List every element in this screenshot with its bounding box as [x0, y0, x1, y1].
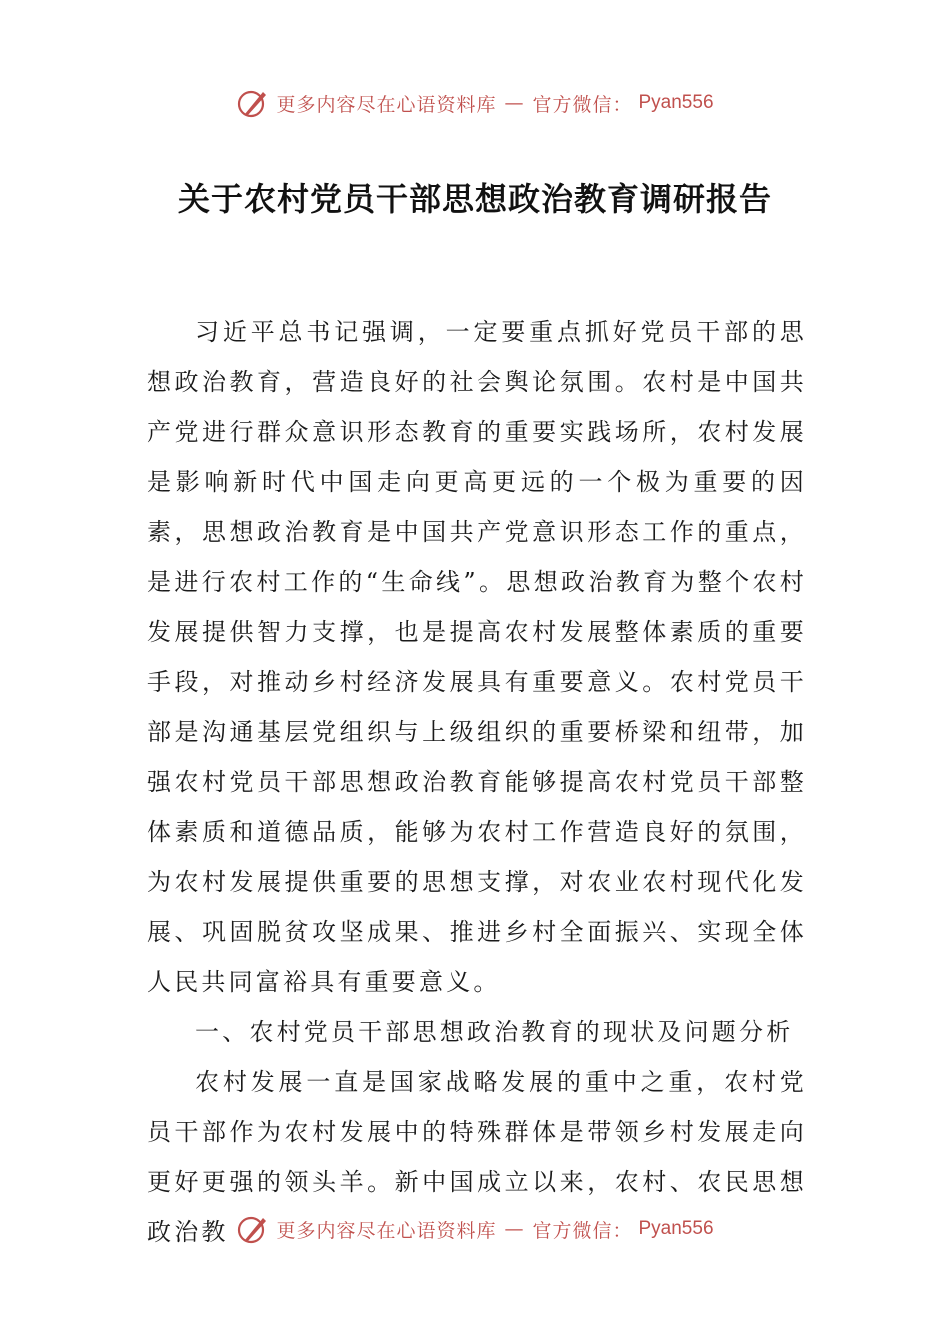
body-paragraph-intro: 习近平总书记强调，一定要重点抓好党员干部的思想政治教育，营造良好的社会舆论氛围。农村是中国共产党进行群众意识形态教育的重要实践场所，农村发展是影响新时代中国走向更高更远的一个极为重要的因素，思想政治教育是中国共产党意识形态工作的重点，是进行农村工作的“生命线”。思想政治教育为整个农村发展提供智力支撑，也是提高农村发展整体素质的重要手段，对推动乡村经济发展具有重要意义。农村党员干部是沟通基层党组织与上级组织的重要桥梁和纽带，加强农村党员干部思想政治教育能够提高农村党员干部整体素质和道德品质，能够为农村工作营造良好的氛围，为农村发展提供重要的思想支撑，对农业农村现代化发展、巩固脱贫攻坚成果、推进乡村全面振兴、实现全体人民共同富裕具有重要意义。: [147, 318, 807, 996]
watermark-dash: —: [504, 92, 525, 114]
watermark-contact-label: 官方微信：: [532, 93, 633, 116]
quill-pen-icon: [236, 1212, 270, 1246]
document-body: [147, 307, 807, 1257]
document-title: 关于农村党员干部思想政治教育调研报告: [177, 180, 772, 218]
section-heading-1: 一、农村党员干部思想政治教育的现状及问题分析: [195, 1018, 794, 1046]
watermark-dash: —: [504, 1218, 525, 1240]
watermark-brand: 更多内容尽在心语资料库: [276, 93, 497, 116]
watermark-contact-label: 官方微信：: [532, 1219, 633, 1242]
footer-watermark: [0, 1212, 950, 1246]
quill-pen-icon: [236, 86, 270, 120]
body-paragraph-section-1: 农村发展一直是国家战略发展的重中之重，农村党员干部作为农村发展中的特殊群体是带领乡村发展走向更好更强的领头羊。新中国成立以来，农村、农民思想政治教: [147, 1068, 807, 1246]
watermark-brand: 更多内容尽在心语资料库: [276, 1219, 497, 1242]
header-watermark: [0, 86, 950, 120]
watermark-contact-id: Pyan556: [638, 92, 714, 113]
watermark-contact-id: Pyan556: [638, 1218, 714, 1239]
